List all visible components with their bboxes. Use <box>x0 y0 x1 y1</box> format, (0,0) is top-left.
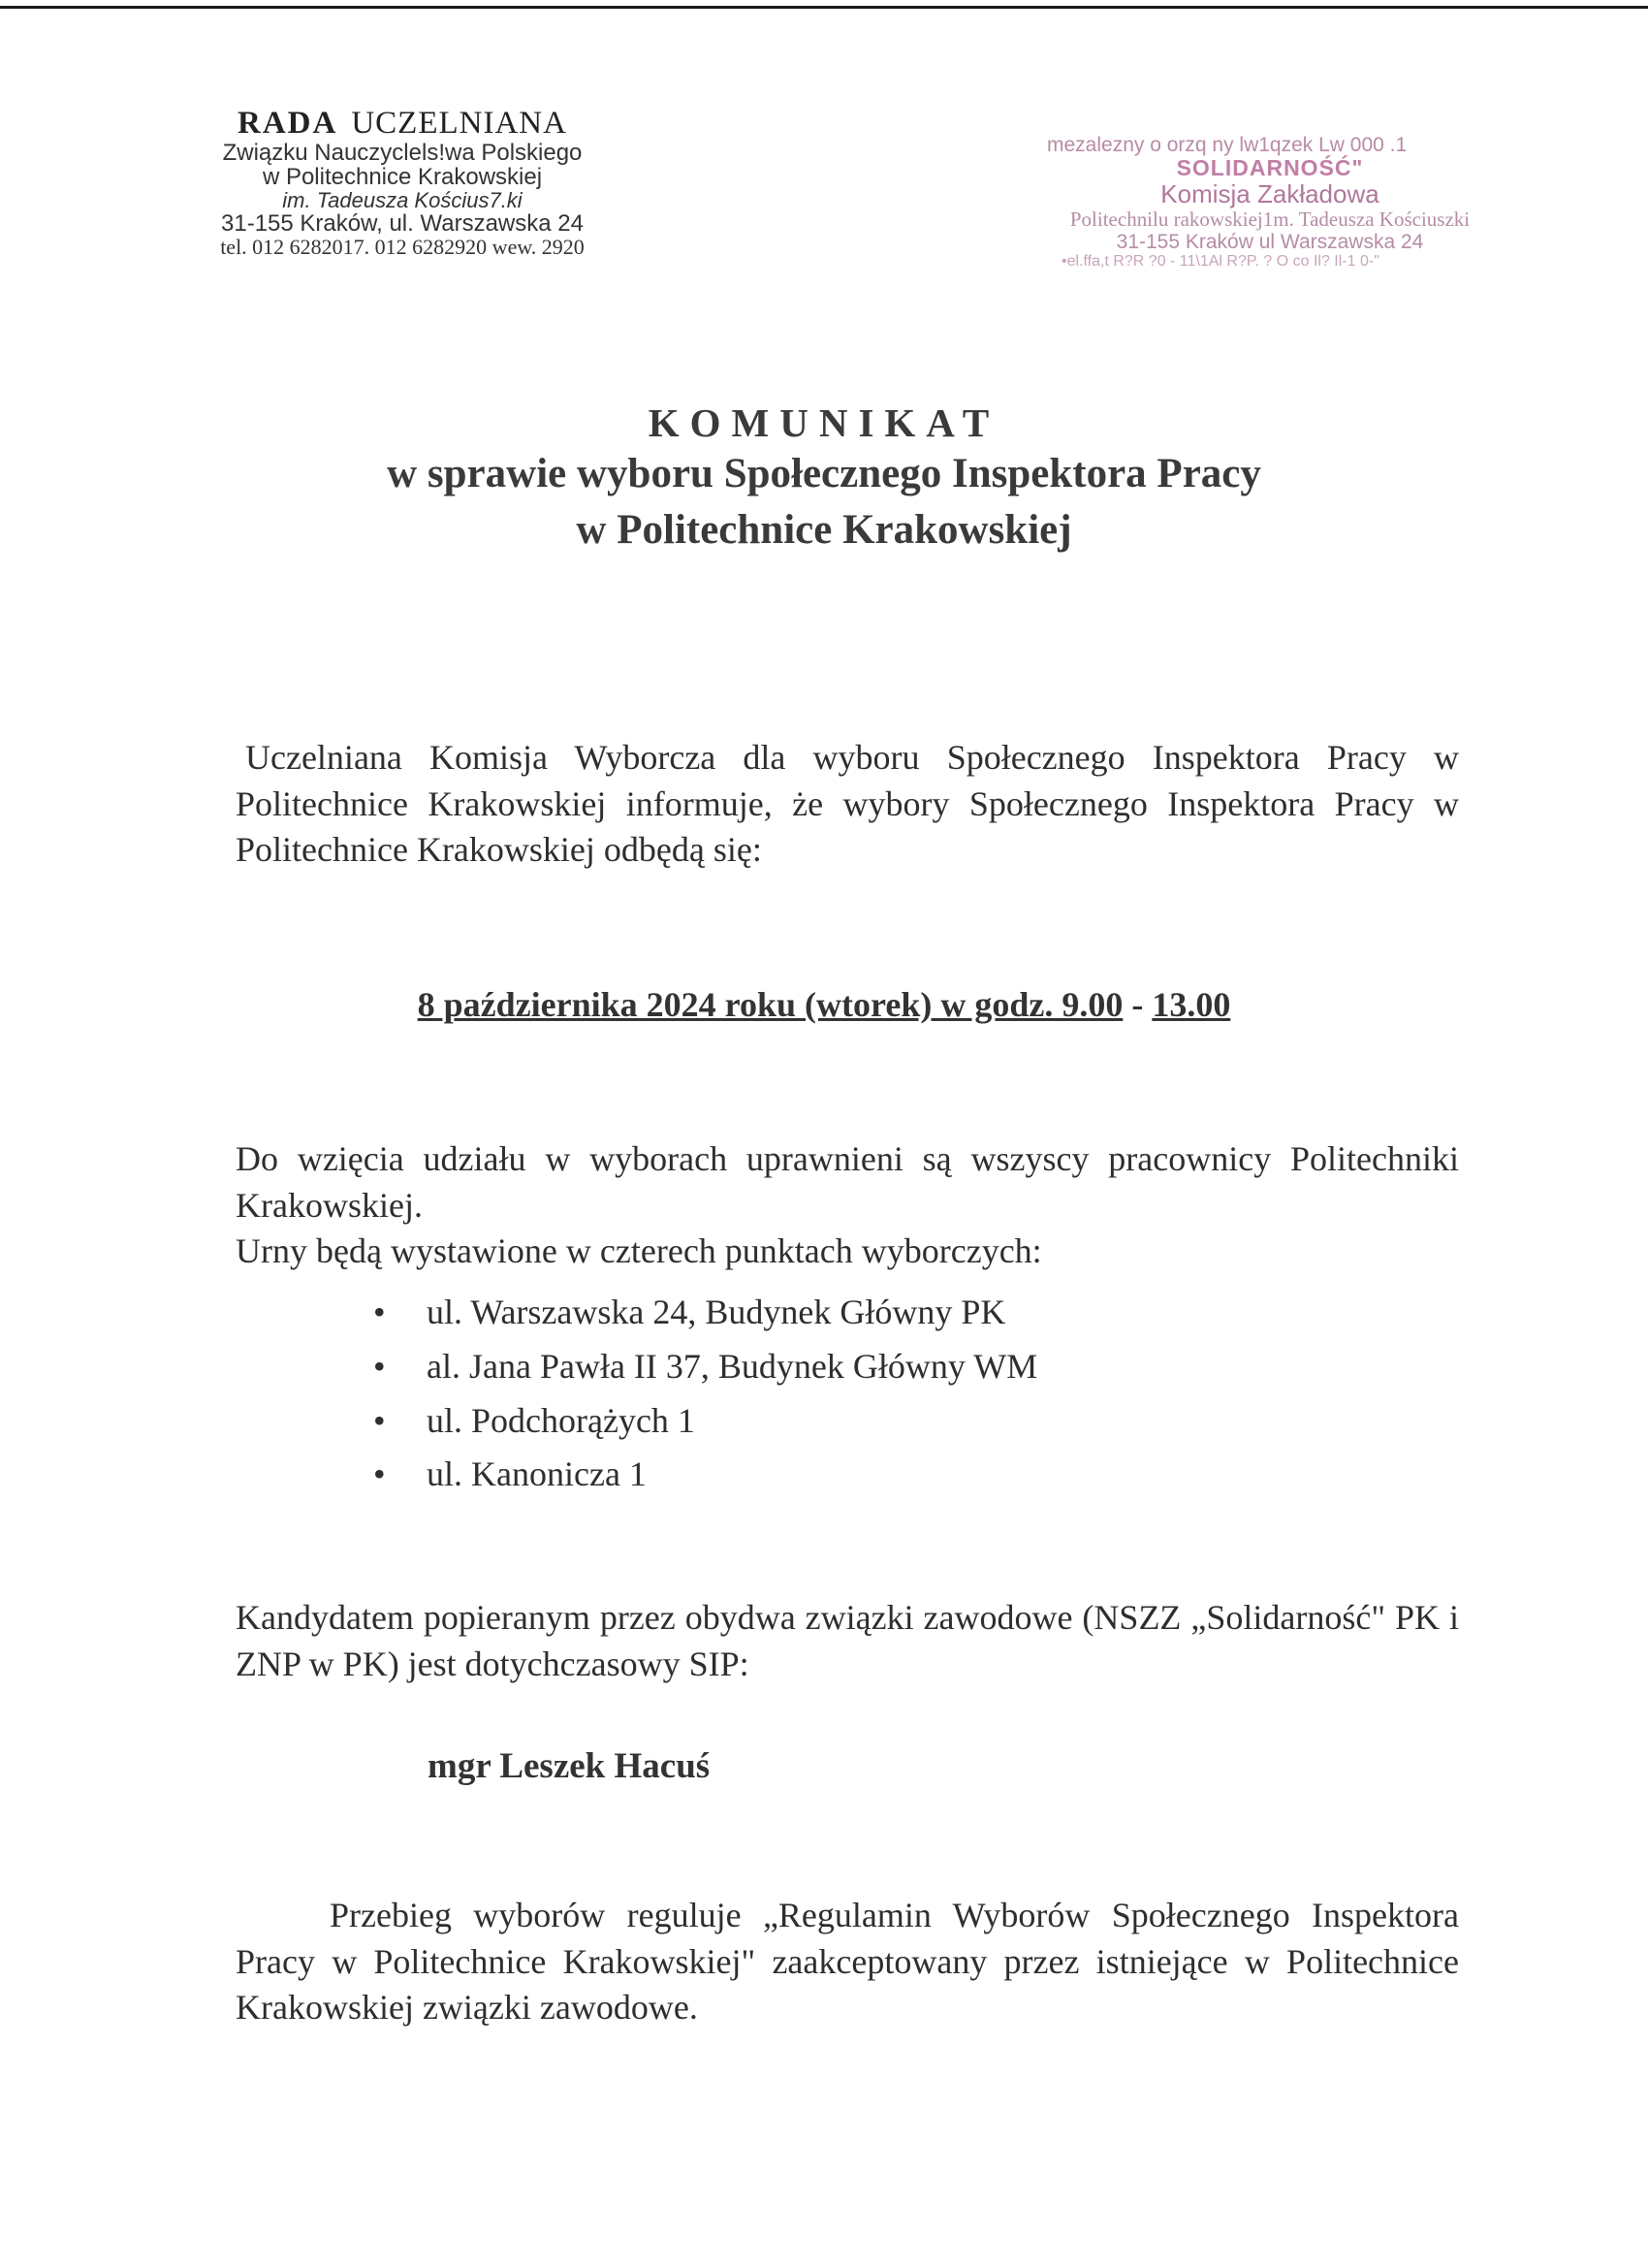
election-date-end: 13.00 <box>1152 985 1231 1024</box>
stamp-solidarnosc: SOLIDARNOŚĆ" <box>1176 155 1364 181</box>
intro-paragraph: Uczelniana Komisja Wyborcza dla wyboru Społecznego Inspektora Pracy w Politechnice Krakowskiej informuje, że wybory Społecznego Inspektora Pracy w Politechnice Krakowskiej odbędą się: <box>236 738 1459 870</box>
election-date-main: 8 października 2024 roku (wtorek) w godz. 9.00 <box>417 985 1124 1024</box>
closing-paragraph: Przebieg wyborów reguluje „Regulamin Wyborów Społecznego Inspektora Pracy w Politechnice Krakowskiej" zaakceptowany przez istniejące w Politechnice Krakowskiej związki zawodowe. <box>236 1896 1459 2028</box>
list-item: • ul. Kanonicza 1 <box>373 1448 1037 1502</box>
letterhead-university: w Politechnice Krakowskiej <box>262 163 543 190</box>
polling-locations-list <box>373 1286 1037 1502</box>
candidate-intro-paragraph: Kandydatem popieranym przez obydwa związki zawodowe (NSZZ „Solidarność" PK i ZNP w PK) jest dotychczasowy SIP: <box>236 1598 1459 1683</box>
list-item: • al. Jana Pawła II 37, Budynek Główny WM <box>373 1340 1037 1394</box>
stamp-address: 31-155 Kraków ul Warszawska 24 <box>1116 231 1424 254</box>
znp-letterhead <box>179 107 625 258</box>
document-title <box>0 399 1648 559</box>
letterhead-title <box>179 107 625 141</box>
letterhead-uczelniana: UCZELNIANA <box>351 106 567 141</box>
title-subtitle-1: w sprawie wyboru Społecznego Inspektora Pracy <box>387 451 1261 496</box>
title-subtitle-2: w Politechnice Krakowskiej <box>576 507 1072 554</box>
title-komunikat: KOMUNIKAT <box>648 400 1000 445</box>
eligibility-text: Do wzięcia udziału w wyborach uprawnieni są wszyscy pracownicy Politechniki Krakowskiej. <box>236 1139 1459 1225</box>
eligibility-paragraph <box>236 1136 1459 1275</box>
list-item: • ul. Podchorążych 1 <box>373 1394 1037 1449</box>
list-item: • ul. Warszawska 24, Budynek Główny PK <box>373 1286 1037 1340</box>
election-date-separator: - <box>1123 985 1153 1024</box>
election-date <box>0 984 1648 1025</box>
stamp-phone: •el.ffa,t R?R ?0 - 11\1Al R?P. ? O co Il? Il-1 0-" <box>1062 253 1379 271</box>
stamp-header-line: mezalezny o orzq ny lw1qzek Lw 000 .1 <box>1047 134 1408 156</box>
letterhead-phone: tel. 012 6282017. 012 6282920 wew. 2920 <box>220 235 585 260</box>
letterhead-patron: im. Tadeusza Kościus7.ki <box>282 188 523 213</box>
letterhead-rada: RADA <box>238 106 338 141</box>
top-border-line <box>0 6 1648 9</box>
solidarnosc-stamp <box>1047 134 1493 271</box>
letterhead-union-name: Związku Nauczyclels!wa Polskiego <box>222 139 583 166</box>
urns-intro-text: Urny będą wystawione w czterech punktach wyborczych: <box>236 1231 1042 1271</box>
letterhead-address: 31-155 Kraków, ul. Warszawska 24 <box>221 210 584 238</box>
candidate-name: mgr Leszek Hacuś <box>428 1746 711 1786</box>
stamp-university: Politechnilu rakowskiej1m. Tadeusza Kościuszki <box>1069 207 1471 231</box>
stamp-komisja: Komisja Zakładowa <box>1160 179 1379 209</box>
